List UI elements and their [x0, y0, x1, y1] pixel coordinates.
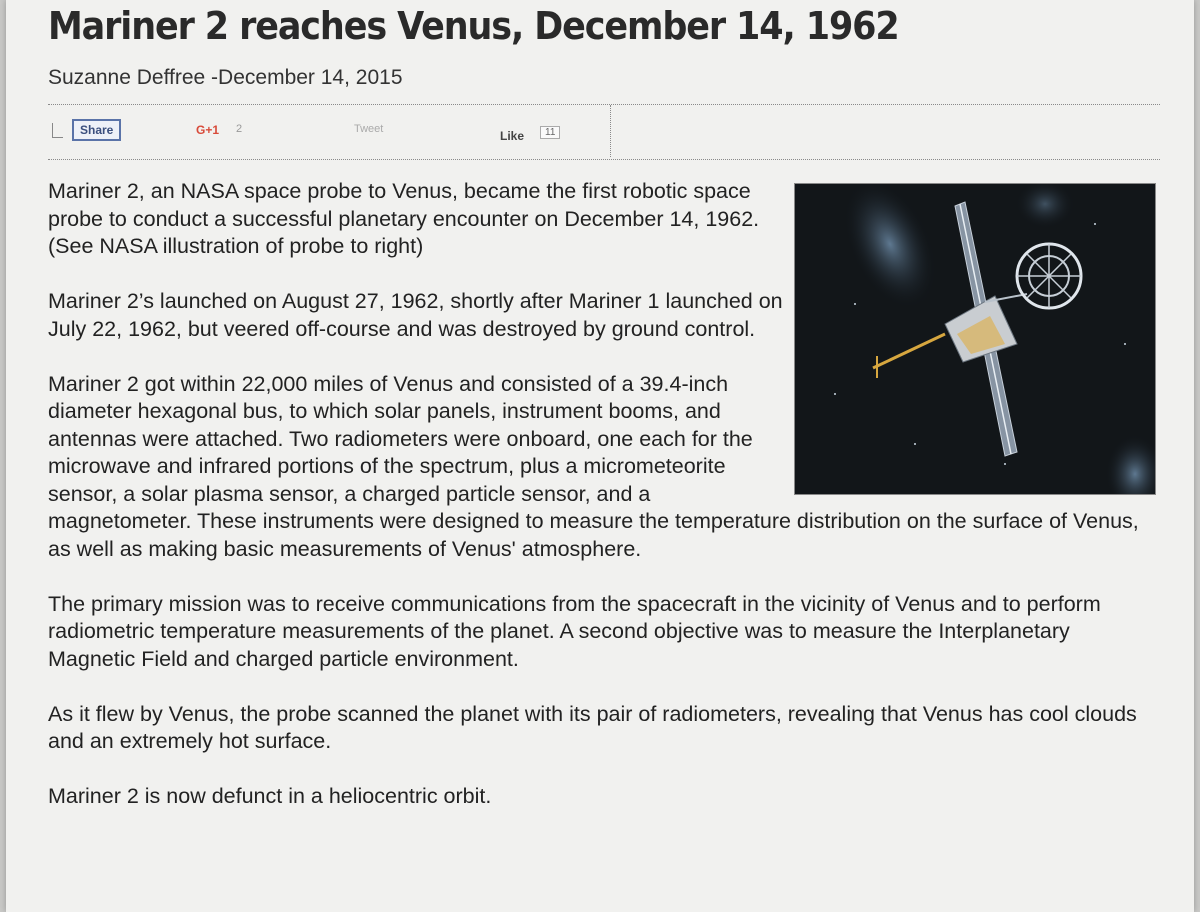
share-bar — [48, 104, 1160, 160]
paragraph: As it flew by Venus, the probe scanned the planet with its pair of radiometers, revealing that Venus has cool clouds and an extremely hot surface. — [48, 701, 1137, 753]
gplus-count: 2 — [236, 123, 243, 135]
paragraph: The primary mission was to receive communications from the spacecraft in the vicinity of Venus and to perform radiometric temperature measurements of the planet. A second objective was to measure the Interplanetary Magnetic Field and charged particle environment. — [48, 591, 1101, 671]
tweet-button[interactable]: Tweet — [354, 123, 384, 135]
like-button[interactable]: Like — [500, 129, 525, 143]
article-byline: Suzanne Deffree -December 14, 2015 — [48, 66, 403, 89]
share-icon — [52, 123, 63, 138]
paragraph: Mariner 2 is now defunct in a heliocentric orbit. — [48, 784, 492, 808]
paragraph-text: Mariner 2 got within 22,000 miles of Venus and consisted of a 39.4-inch diameter hexagonal bus, to which solar panels, instrument booms, and antennas were attached. Two radiometers were onboard, one each for the microwave and infrared portions of the spectrum, plus a micrometeorite sensor, a solar plasma sensor, a charged particle sensor, and a magnetometer. These instruments were designed to measure the temperature distribution on the surface of Venus, as well as making basic measurements of Venus' atmosphere. — [48, 371, 1139, 561]
paragraph — [48, 371, 1160, 564]
article-body — [48, 178, 1160, 838]
share-divider — [610, 105, 611, 157]
article-title: Mariner 2 reaches Venus, December 14, 1962 — [48, 4, 899, 48]
like-count: 11 — [540, 126, 560, 139]
paragraph: Mariner 2, an NASA space probe to Venus, became the first robotic space probe to conduct a successful planetary encounter on December 14, 1962. (See NASA illustration of probe to right) — [48, 179, 760, 258]
share-button[interactable]: Share — [72, 119, 121, 141]
image-wrap-spacer — [788, 371, 1160, 483]
gplus-button[interactable]: G+1 — [196, 123, 220, 137]
paragraph: Mariner 2’s launched on August 27, 1962, shortly after Mariner 1 launched on July 22, 1962, but veered off-course and was destroyed by ground control. — [48, 289, 783, 341]
article-page — [6, 0, 1194, 912]
